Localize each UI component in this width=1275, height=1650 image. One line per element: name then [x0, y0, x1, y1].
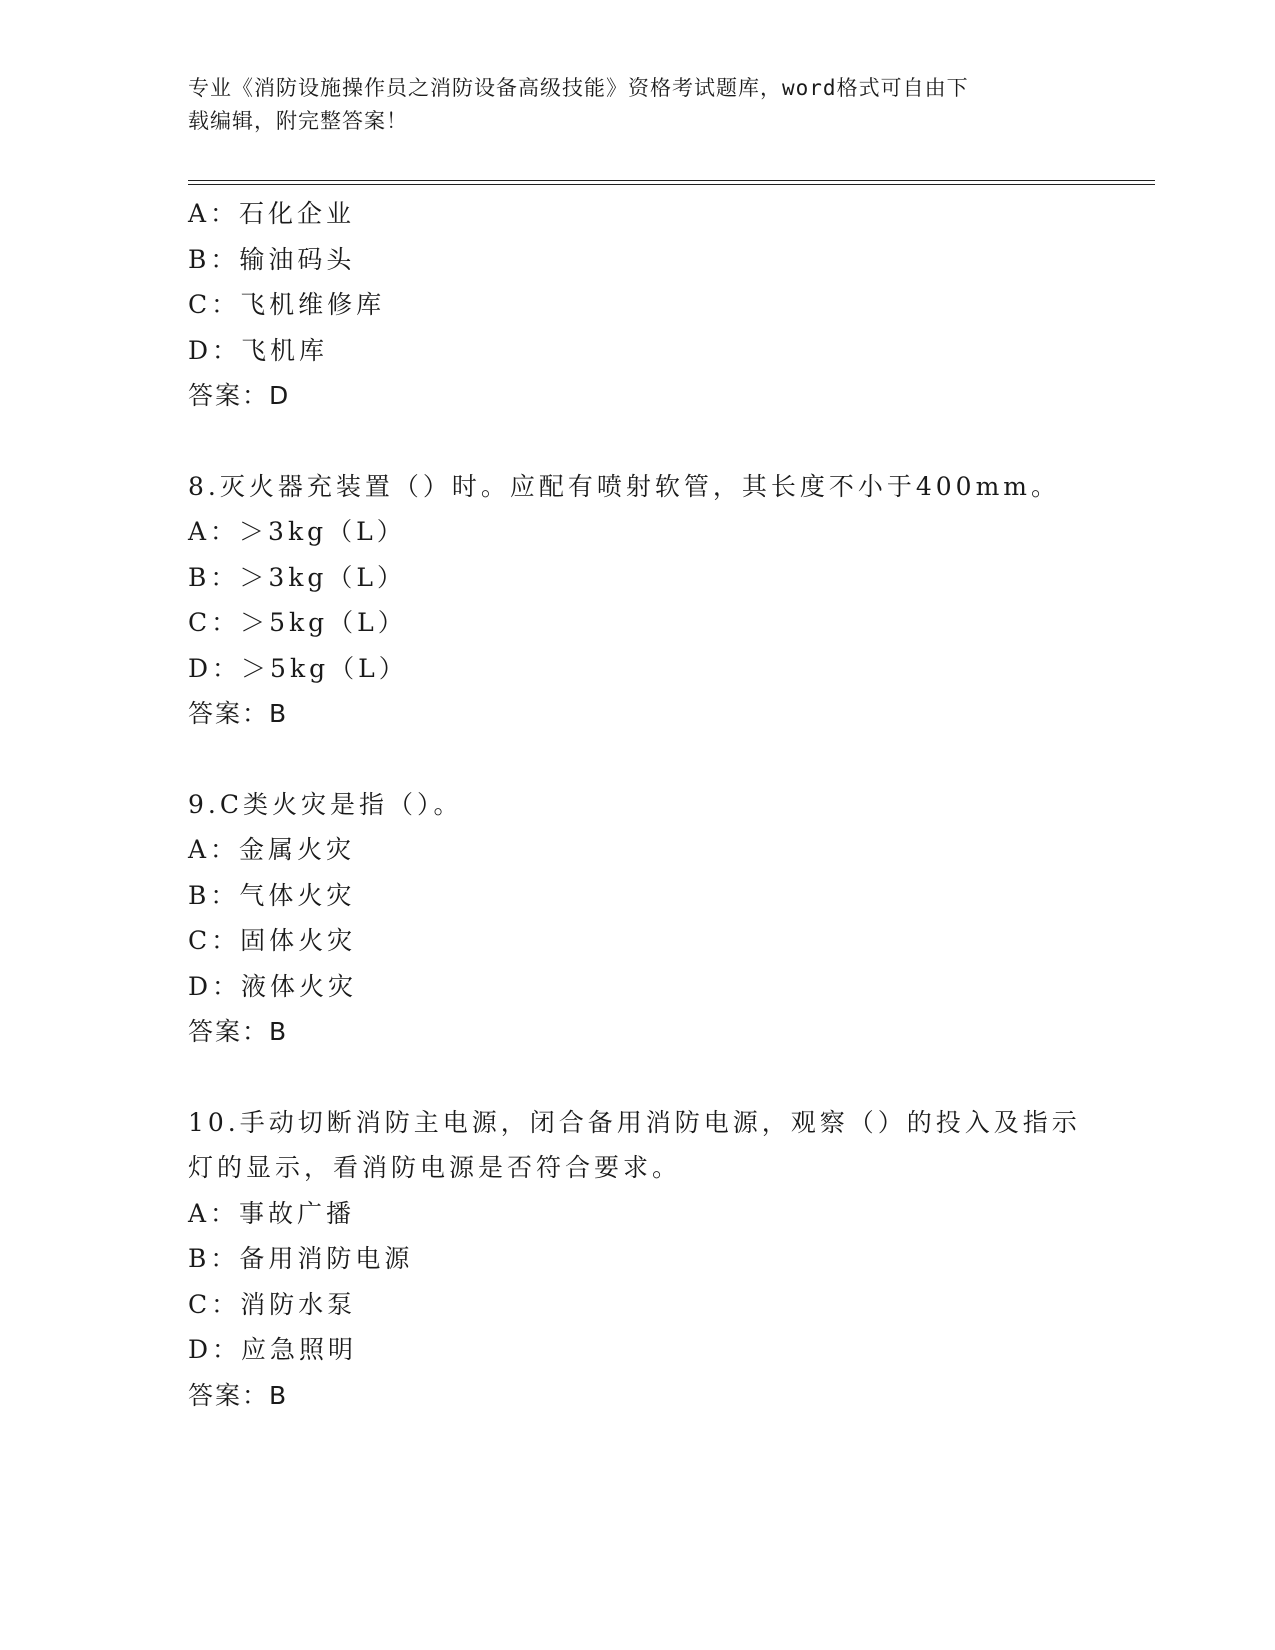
- option-b: B：气体火灾: [188, 880, 356, 910]
- option-d: D：应急照明: [188, 1335, 358, 1364]
- option-b: B：＞3kg（L）: [188, 562, 407, 592]
- question-stem-line-1: 10.手动切断消防主电源，闭合备用消防电源，观察（）的投入及指示: [188, 1107, 1081, 1137]
- question-list: [188, 191, 1088, 1418]
- question-stem: 9.C类火灾是指（）。: [188, 789, 463, 819]
- option-b: B：输油码头: [188, 244, 356, 274]
- header-divider-bottom: [188, 184, 1155, 185]
- question-block-8: [188, 464, 1088, 737]
- option-c: C：固体火灾: [188, 926, 357, 955]
- option-a: A：＞3kg（L）: [188, 517, 406, 546]
- option-a: A：事故广播: [188, 1198, 356, 1228]
- question-stem: 8.灭火器充装置（）时。应配有喷射软管，其长度不小于400mm。: [188, 471, 1060, 501]
- question-block-10: [188, 1100, 1088, 1419]
- document-header: [188, 72, 1068, 138]
- option-c: C：＞5kg（L）: [188, 608, 407, 637]
- option-d: D：＞5kg（L）: [188, 653, 408, 683]
- question-stem-line-2: 灯的显示，看消防电源是否符合要求。: [188, 1153, 682, 1182]
- option-a: A：金属火灾: [188, 835, 356, 864]
- answer-line: 答案：D: [188, 381, 291, 410]
- question-block-9: [188, 782, 1088, 1055]
- option-d: D：飞机库: [188, 335, 329, 365]
- option-a: A：石化企业: [188, 199, 356, 228]
- question-block-7: [188, 191, 1088, 419]
- answer-line: 答案：B: [188, 699, 289, 728]
- option-c: C：飞机维修库: [188, 290, 386, 319]
- header-line-2: 载编辑，附完整答案！: [188, 109, 408, 133]
- option-c: C：消防水泵: [188, 1289, 357, 1319]
- header-line-1: 专业《消防设施操作员之消防设备高级技能》资格考试题库，word格式可自由下: [188, 76, 969, 100]
- option-b: B：备用消防电源: [188, 1244, 414, 1273]
- header-divider-top: [188, 180, 1155, 181]
- answer-line: 答案：B: [188, 1380, 289, 1410]
- option-d: D：液体火灾: [188, 971, 358, 1001]
- answer-line: 答案：B: [188, 1017, 289, 1046]
